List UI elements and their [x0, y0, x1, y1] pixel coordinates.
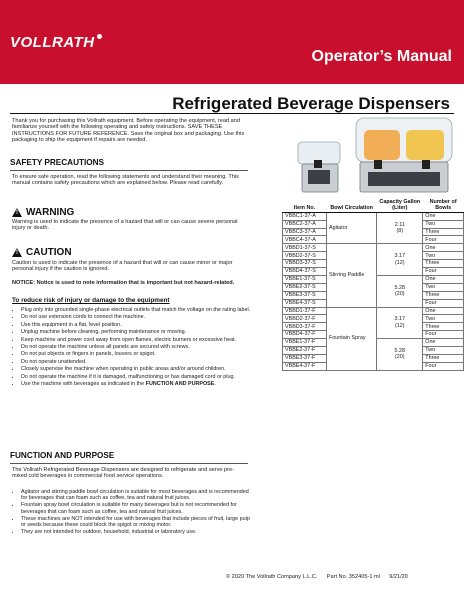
dispenser-product-image — [290, 116, 456, 196]
function-divider — [10, 463, 248, 464]
bowls-cell: Three — [423, 291, 464, 299]
logo-dot-icon — [97, 34, 102, 39]
function-item: • Fountain spray bowl circulation is suitable for many beverages but is not recommended for beverages that can foam such as coffee, tea and natural fruit juices. — [21, 502, 251, 514]
bowls-cell: Four — [423, 236, 464, 244]
bowls-cell: Four — [423, 299, 464, 307]
capacity-gallons: 3.17 — [394, 253, 406, 260]
item-cell: VBBD2-37-S — [283, 252, 327, 260]
function-item: • They are not intended for outdoor, household, industrial or laboratory use. — [21, 529, 251, 535]
bowls-cell: Two — [423, 252, 464, 260]
col-header-circulation: Bowl Circulation — [327, 199, 377, 212]
circulation-cell: Agitator — [327, 212, 377, 244]
warning-heading — [12, 207, 74, 218]
capacity-cell — [377, 339, 423, 371]
function-list — [12, 489, 251, 537]
bowls-cell: Four — [423, 331, 464, 339]
item-cell: VBBE4-37-F — [283, 362, 327, 370]
item-cell: VBBE2-37-S — [283, 283, 327, 291]
safety-item — [21, 381, 251, 387]
safety-item: • Do not operate the machine if it is damaged, malfunctioning or has damaged cord or plug. — [21, 374, 251, 380]
item-cell: VBBC3-37-A — [283, 228, 327, 236]
bowls-cell: One — [423, 212, 464, 220]
capacity-liters: (12) — [395, 259, 405, 266]
safety-heading: SAFETY PRECAUTIONS — [10, 158, 105, 167]
model-spec-table — [282, 199, 464, 371]
warning-text: Warning is used to indicate the presence of a hazard that will or can cause severe personal injury or death. — [12, 219, 238, 232]
circulation-cell: Stirring Paddle — [327, 244, 377, 307]
safety-item: • Do not use extension cords to connect the machine. — [21, 314, 251, 320]
warning-label: WARNING — [26, 207, 75, 218]
safety-item: • Keep machine and power cord away from open flames, electric burners or excessive heat. — [21, 337, 251, 343]
item-cell: VBBE3-37-F — [283, 354, 327, 362]
capacity-cell — [377, 244, 423, 276]
footer-part-number: Part No. 352405-1 ml — [326, 574, 380, 580]
item-cell: VBBE3-37-S — [283, 291, 327, 299]
capacity-gallons: 5.28 — [394, 284, 406, 291]
bowls-cell: One — [423, 244, 464, 252]
intro-paragraph: Thank you for purchasing this Vollrath equipment. Before operating the equipment, read and familiarize yourself with the following operating and safety instructions. SAVE THESE INSTRUCTIONS FOR FUTURE REFERENCE. Save the original box and packaging. Use this packaging to ship the equipment if repairs are needed. — [12, 118, 245, 144]
safety-divider — [10, 170, 248, 171]
item-cell: VBBE2-37-F — [283, 346, 327, 354]
bowls-cell: Four — [423, 362, 464, 370]
capacity-gallons: 5.28 — [394, 347, 406, 354]
manual-label: Operator’s Manual — [311, 48, 452, 65]
col-header-item: Item No. — [283, 199, 327, 212]
capacity-cell — [377, 212, 423, 244]
function-item: • These machines are NOT intended for use with beverages that include pieces of fruit, large pulp or seeds because these could block the spigot or mixing motor. — [21, 516, 251, 528]
caution-triangle-icon: ! — [12, 248, 22, 257]
large-dispenser — [356, 118, 452, 192]
caution-label: CAUTION — [26, 247, 72, 258]
caution-heading — [12, 247, 72, 258]
bowls-cell: One — [423, 275, 464, 283]
bowls-cell: Four — [423, 268, 464, 276]
item-cell: VBBD4-37-F — [283, 331, 327, 339]
bowls-cell: One — [423, 339, 464, 347]
caution-text: Caution is used to indicate the presence of a hazard that will or can cause minor or major personal injury if the caution is ignored. — [12, 260, 233, 273]
notice-text — [12, 280, 248, 286]
bowls-cell: Two — [423, 346, 464, 354]
bowls-cell: Two — [423, 283, 464, 291]
safety-intro: To ensure safe operation, read the following statements and understand their meaning. This manual contains safety precautions which are explained below. Please read carefully. — [12, 174, 239, 187]
title-divider — [10, 113, 454, 114]
capacity-gallons: 3.17 — [394, 316, 406, 323]
safety-list — [12, 307, 251, 388]
item-cell: VBBD1-37-F — [283, 307, 327, 315]
bowls-cell: Three — [423, 260, 464, 268]
col-header-bowls: Number of Bowls — [423, 199, 464, 212]
circulation-cell: Fountain Spray — [327, 307, 377, 370]
capacity-liters: (12) — [395, 322, 405, 329]
safety-item: • Do not operate the machine unless all panels are secured with screws. — [21, 344, 251, 350]
capacity-gallons: 2.11 — [394, 221, 405, 228]
reduce-risk-heading: To reduce risk of injury or damage to the equipment — [12, 297, 170, 304]
col-header-capacity: Capacity Gallon (Liter) — [377, 199, 423, 212]
item-cell: VBBC1-37-A — [283, 212, 327, 220]
item-cell: VBBD3-37-S — [283, 260, 327, 268]
footer — [226, 574, 408, 580]
item-cell: VBBC2-37-A — [283, 220, 327, 228]
capacity-liters: (20) — [395, 291, 405, 298]
safety-item: • Use this equipment in a flat, level position. — [21, 322, 251, 328]
item-cell: VBBE1-37-F — [283, 339, 327, 347]
vollrath-logo — [10, 34, 102, 51]
safety-item: • Do not put objects or fingers in panels, louvers or spigot. — [21, 351, 251, 357]
item-cell: VBBD2-37-F — [283, 315, 327, 323]
bowls-cell: Three — [423, 228, 464, 236]
item-cell: VBBD3-37-F — [283, 323, 327, 331]
capacity-cell — [377, 275, 423, 307]
last-bullet-bold: FUNCTION AND PURPOSE — [145, 380, 215, 387]
safety-item: • Closely supervise the machine when operating in public areas and/or around children. — [21, 366, 251, 372]
capacity-cell — [377, 307, 423, 339]
page-title: Refrigerated Beverage Dispensers — [172, 94, 450, 113]
item-cell: VBBE1-37-S — [283, 275, 327, 283]
capacity-liters: (20) — [395, 354, 405, 361]
bowls-cell: Three — [423, 354, 464, 362]
warning-triangle-icon: ! — [12, 208, 22, 217]
notice-label: NOTICE: — [12, 280, 35, 286]
bowls-cell: Two — [423, 220, 464, 228]
safety-item: • Unplug machine before cleaning, performing maintenance or moving. — [21, 329, 251, 335]
item-cell: VBBC4-37-A — [283, 236, 327, 244]
brand-name: VOLLRATH — [10, 34, 95, 51]
function-intro: The Vollrath Refrigerated Beverage Dispensers are designed to refrigerate and serve pre-mixed cold beverages in commercial food service operations. — [12, 467, 235, 480]
last-bullet-post: . — [214, 380, 216, 387]
last-bullet-pre: Use the machine with beverages as indicated in the — [21, 380, 146, 387]
item-cell: VBBD1-37-S — [283, 244, 327, 252]
capacity-liters: (8) — [396, 228, 404, 235]
footer-copyright: © 2020 The Vollrath Company L.L.C. — [226, 574, 318, 580]
function-item: • Agitator and stirring paddle bowl circulation is suitable for most beverages and is recommended for beverages that can foam such as coffee, tea and natural fruit juices. — [21, 489, 251, 501]
safety-item: • Plug only into grounded single-phase electrical outlets that match the voltage on the rating label. — [21, 307, 251, 313]
item-cell: VBBE4-37-S — [283, 299, 327, 307]
bowls-cell: Three — [423, 323, 464, 331]
safety-item: • Do not operate unattended. — [21, 359, 251, 365]
item-cell: VBBD4-37-S — [283, 268, 327, 276]
notice-body: Notice is used to note information that is important but not hazard-related. — [36, 280, 235, 286]
small-dispenser — [298, 142, 340, 192]
function-heading: FUNCTION AND PURPOSE — [10, 451, 115, 460]
bowls-cell: One — [423, 307, 464, 315]
footer-date: 9/21/20 — [389, 574, 408, 580]
bowls-cell: Two — [423, 315, 464, 323]
